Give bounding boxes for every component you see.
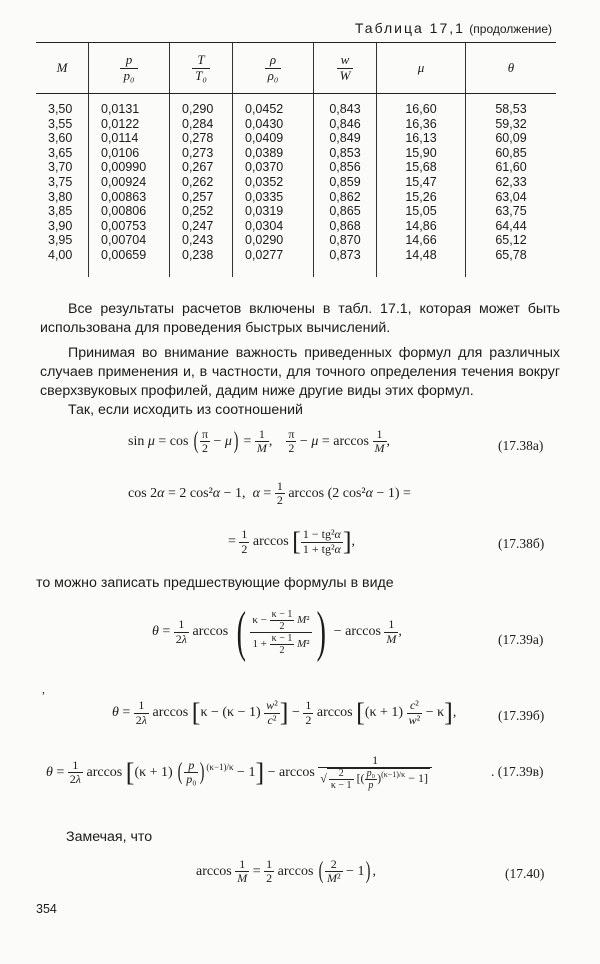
table-cell: 3,60 xyxy=(48,131,73,146)
table-cell: 0,865 xyxy=(314,204,377,219)
table-cell: 0,238 xyxy=(170,248,233,277)
table-body xyxy=(36,94,556,277)
table-cell: 0,278 xyxy=(170,131,233,146)
table-cell: 0,267 xyxy=(170,160,233,175)
table-cell: 58,53 xyxy=(466,94,557,117)
table-row xyxy=(36,233,556,248)
table-cell: 3,80 xyxy=(48,189,73,204)
table-cell: 16,60 xyxy=(377,94,466,117)
table-cell: 62,33 xyxy=(466,175,557,190)
table-cell: 15,68 xyxy=(377,160,466,175)
table-cell: 61,60 xyxy=(466,160,557,175)
table-cell: 3,85 xyxy=(48,204,73,219)
table-header-row xyxy=(36,43,556,94)
table-cell: 0,853 xyxy=(314,146,377,161)
equation-number-17-40: (17.40) xyxy=(505,866,545,881)
table-cell: 0,0114 xyxy=(89,131,170,146)
table-cell: 0,284 xyxy=(170,117,233,132)
table-cell: 0,00863 xyxy=(89,190,170,205)
table-cell: 4,00 xyxy=(48,247,73,262)
table-cell: 0,0452 xyxy=(233,94,314,117)
table-cell: 0,849 xyxy=(314,131,377,146)
paragraph-results: Все результаты расчетов включены в табл. 17.1, которая может быть использована для проведения быстрых вычислений. xyxy=(40,301,560,336)
table-cell: 60,09 xyxy=(466,131,557,146)
table-cell: 0,843 xyxy=(314,94,377,117)
header-density-ratio: $\frac{\rho}{\text{ρ₀}}$ xyxy=(233,43,314,94)
table-cell: 15,26 xyxy=(377,190,466,205)
table-row xyxy=(36,146,556,161)
table-cell: 0,262 xyxy=(170,175,233,190)
table-cell: 0,0352 xyxy=(233,175,314,190)
table-cell: 14,48 xyxy=(377,248,466,277)
table-cell: 0,0409 xyxy=(233,131,314,146)
table-row xyxy=(36,190,556,205)
table-row xyxy=(36,204,556,219)
table-cell: 0,862 xyxy=(314,190,377,205)
table-cell: 15,05 xyxy=(377,204,466,219)
table-cell: 3,70 xyxy=(48,160,73,175)
table-cell: 3,55 xyxy=(48,116,73,131)
table-cell: 0,0122 xyxy=(89,117,170,132)
table-caption-continuation: (продолжение) xyxy=(469,22,552,36)
table-cell: 0,00990 xyxy=(89,160,170,175)
table-caption xyxy=(355,20,552,36)
equation-17-39b: θ = $\frac{1}{2\lambda}$ arccos [κ − (κ − 1) $\frac{\text{w²}}{\text{c²}}$ ] − $\frac{1}{2}$ arccos [(κ + 1) $\frac{\text{c²}}{\text{w²}}$ − κ], xyxy=(112,698,457,727)
table-cell: 0,873 xyxy=(314,248,377,277)
table-cell: 0,856 xyxy=(314,160,377,175)
header-temperature-ratio: $\frac{T}{\text{T₀}}$ xyxy=(170,43,233,94)
table-cell: 16,36 xyxy=(377,117,466,132)
table-cell: 0,0335 xyxy=(233,190,314,205)
stray-mark: , xyxy=(42,682,45,696)
table-cell: 63,75 xyxy=(466,204,557,219)
table-row xyxy=(36,131,556,146)
table-cell: 0,243 xyxy=(170,233,233,248)
equation-number-17-38a: (17.38a) xyxy=(498,438,544,453)
table-cell: 0,252 xyxy=(170,204,233,219)
table-cell: 0,0106 xyxy=(89,146,170,161)
equation-number-17-39v: . (17.39в) xyxy=(491,764,544,779)
table-cell: 3,90 xyxy=(48,218,73,233)
table-cell: 0,0277 xyxy=(233,248,314,277)
table-caption-title: Таблица 17,1 xyxy=(354,20,465,36)
equation-17-40: arccos $\frac{1}{M}$ = $\frac{1}{2}$ arccos ( $\frac{2}{\text{M²}}$ − 1) , xyxy=(196,857,376,886)
table-cell: 0,247 xyxy=(170,219,233,234)
table-cell: 0,290 xyxy=(170,94,233,117)
table-cell: 63,04 xyxy=(466,190,557,205)
table-cell: 0,0319 xyxy=(233,204,314,219)
page-number: 354 xyxy=(36,902,57,916)
table-cell: 16,13 xyxy=(377,131,466,146)
table-cell: 15,90 xyxy=(377,146,466,161)
table-row xyxy=(36,94,556,117)
paragraph-relations-intro: Так, если исходить из соотношений xyxy=(68,402,303,418)
table-cell: 3,95 xyxy=(48,233,73,248)
table-cell: 0,00659 xyxy=(89,248,170,277)
equation-17-38b-line2: = $\frac{1}{2}$ arccos [ $\frac{\text{1 − tg²α}}{\text{1 + tg²α}}$ ], xyxy=(228,527,356,556)
table-cell: 0,0290 xyxy=(233,233,314,248)
header-theta: θ xyxy=(466,43,557,94)
table-row xyxy=(36,175,556,190)
table-row xyxy=(36,248,556,277)
equation-17-38a: sin μ = cos ( $\frac{\pi}{2}$ − μ) = $\frac{1}{M}$ , $\frac{\pi}{2}$ − μ = arccos $\frac{1}{M}$ , xyxy=(128,427,390,456)
table-cell: 0,0370 xyxy=(233,160,314,175)
table-row xyxy=(36,219,556,234)
equation-number-17-38b: (17.38б) xyxy=(498,536,545,551)
table-cell: 14,86 xyxy=(377,219,466,234)
table-cell: 0,00753 xyxy=(89,219,170,234)
table-cell: 0,0430 xyxy=(233,117,314,132)
equation-17-38b-line1: cos 2α = 2 cos²α − 1, α = $\frac{1}{2}$ arccos (2 cos²α − 1) = xyxy=(128,479,411,508)
table-cell: 0,273 xyxy=(170,146,233,161)
header-mach: M xyxy=(36,43,89,94)
table-cell: 59,32 xyxy=(466,117,557,132)
table-row xyxy=(36,160,556,175)
table-cell: 14,66 xyxy=(377,233,466,248)
table-cell: 0,859 xyxy=(314,175,377,190)
table-cell: 60,85 xyxy=(466,146,557,161)
table-cell: 0,00704 xyxy=(89,233,170,248)
paragraph-importance: Принимая во внимание важность приведенных формул для различных случаев применения и, в частности, для точного определения течения вокруг сверхзвуковых профилей, дадим ниже другие виды этих формул. xyxy=(40,345,560,399)
table-cell: 0,0131 xyxy=(89,94,170,117)
table-cell: 65,12 xyxy=(466,233,557,248)
table-cell: 0,00806 xyxy=(89,204,170,219)
header-pressure-ratio: $\frac{p}{\text{p₀}}$ xyxy=(89,43,170,94)
equation-number-17-39a: (17.39а) xyxy=(498,632,544,647)
equation-17-39a: θ = $\frac{1}{2\lambda}$ arccos ( κ − $\frac{\kappa - 1}{2}$ M² 1 + $\frac{\kappa - 1}{2}$ M² ) − arccos $\frac{1}{M}$ , xyxy=(152,601,402,663)
table-cell: 0,870 xyxy=(314,233,377,248)
table-cell: 3,75 xyxy=(48,174,73,189)
table-cell: 0,0389 xyxy=(233,146,314,161)
table-cell: 0,257 xyxy=(170,190,233,205)
table-cell: 65,78 xyxy=(466,248,557,277)
table-row xyxy=(36,117,556,132)
table-cell: 3,65 xyxy=(48,145,73,160)
paragraph-noting: Замечая, что xyxy=(66,829,153,845)
table-cell: 3,50 xyxy=(48,102,73,116)
table-cell: 64,44 xyxy=(466,219,557,234)
header-velocity-ratio: $\frac{w}{W}$ xyxy=(314,43,377,94)
equation-17-39v: θ = $\frac{1}{2\lambda}$ arccos [(κ + 1) ( $\frac{p}{\text{p₀}}$ ) $^{(\kappa-1)/\kappa}$ − 1] − arccos 1 √ $\frac{2}{\kappa - 1}$ [( $\frac{\text{p₀}}{p}$ )$^{(\kappa-1)/\kappa}$ − 1] xyxy=(46,754,432,791)
paragraph-formulas-intro: то можно записать предшествующие формулы в виде xyxy=(36,575,394,591)
equation-number-17-39b: (17.39б) xyxy=(498,708,545,723)
table-cell: 0,0304 xyxy=(233,219,314,234)
table-cell: 0,846 xyxy=(314,117,377,132)
gas-dynamics-table xyxy=(36,42,556,277)
header-mu: μ xyxy=(377,43,466,94)
table-cell: 0,00924 xyxy=(89,175,170,190)
table-cell: 15,47 xyxy=(377,175,466,190)
table-cell: 0,868 xyxy=(314,219,377,234)
